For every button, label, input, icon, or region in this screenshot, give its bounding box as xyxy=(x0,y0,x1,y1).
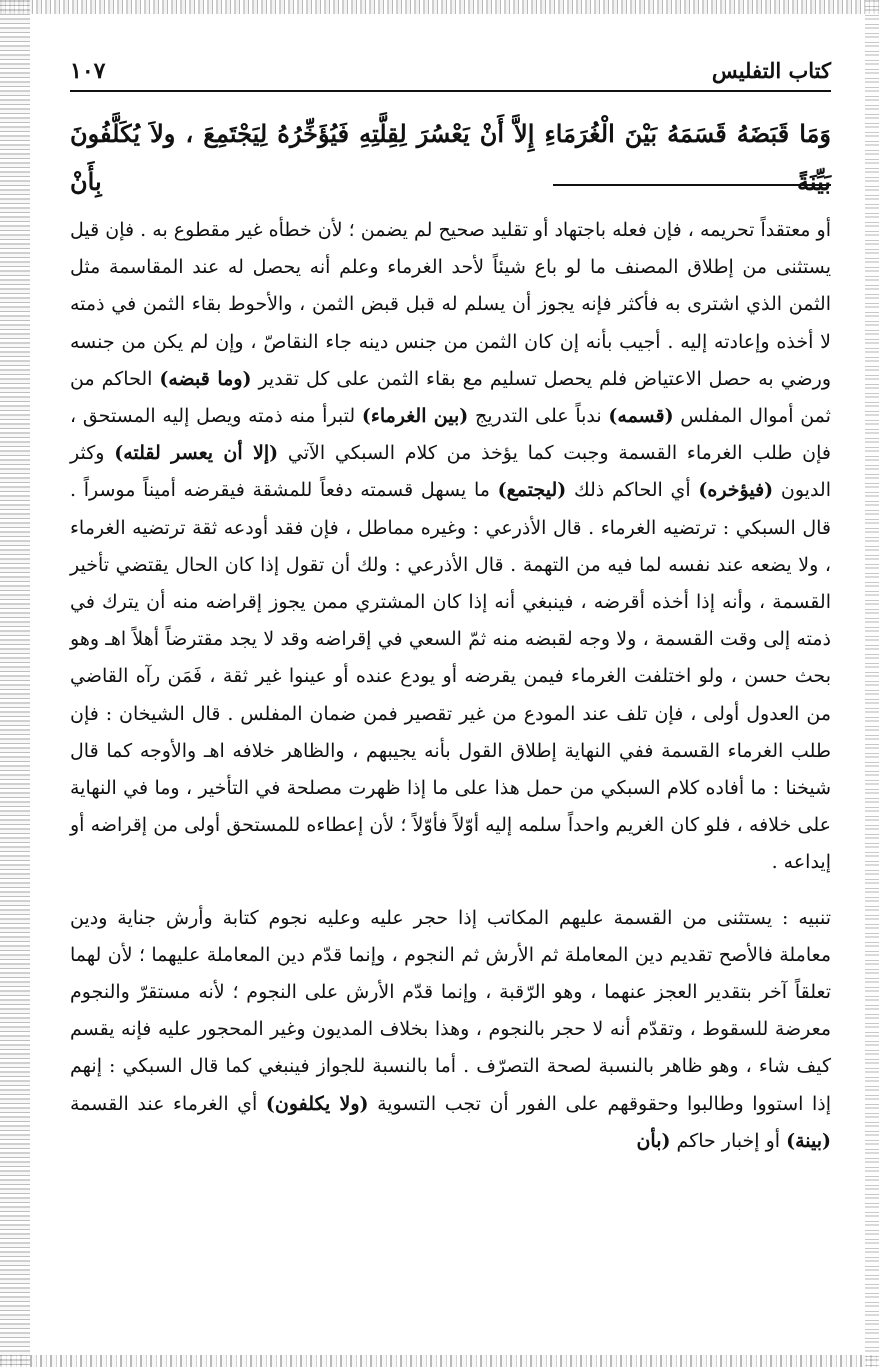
commentary-paragraph xyxy=(70,900,831,1160)
quoted-matn: (ولا يكلفون) xyxy=(265,1092,369,1115)
commentary-text: لتبرأ منه ذمته ويصل إليه المستحق ، فإن طلب الغرماء القسمة وجبت كما يؤخذ من كلام السبكي الآتي xyxy=(70,405,831,465)
scan-edge-right xyxy=(865,0,879,1367)
commentary-text: وكثر الديون xyxy=(70,442,831,502)
page-number: ١٠٧ xyxy=(70,58,106,84)
commentary-paragraph xyxy=(70,212,831,882)
quoted-matn: (بينة) xyxy=(786,1129,831,1152)
quoted-matn: (ليجتمع) xyxy=(497,479,567,502)
footnote-separator xyxy=(553,184,831,186)
quoted-matn: (بأن xyxy=(636,1129,671,1152)
scan-edge-left xyxy=(0,0,30,1367)
commentary-text: الحاكم من ثمن أموال المفلس xyxy=(70,367,831,428)
scan-edge-top xyxy=(0,0,879,14)
matn-text: وَمَا قَبَضَهُ قَسَمَهُ بَيْنَ الْغُرَمَاءِ إِلاَّ أَنْ يَعْسُرَ لِقِلَّتِهِ فَيُؤَخِّرُهُ لِيَجْتَمِعَ ، ولاَ يُكَلَّفُونَ بَيِّنَةً بِأَنْ xyxy=(70,119,831,196)
book-title: كتاب التفليس xyxy=(711,58,831,83)
quoted-matn: (إلا أن يعسر لقلته) xyxy=(114,442,279,465)
quoted-matn: (قسمه) xyxy=(608,405,674,428)
commentary-text: أي الحاكم ذلك xyxy=(574,479,691,502)
commentary-text: أي الغرماء عند القسمة xyxy=(70,1092,258,1115)
commentary-text: أو معتقداً تحريمه ، فإن فعله باجتهاد أو تقليد صحيح لم يضمن ؛ لأن خطأه غير مقطوع به . فإن قيل يستثنى من إطلاق المصنف ما لو باع شيئاً لأحد الغرماء وعلم أنه يحصل له عند المقاسمة مثل الثمن الذي اشترى به فأكثر فإنه يجوز أن يسلم له قبل قبض الثمن ، والأحوط بقاء الثمن في ذمته لا أخذه وإعادته إليه . أجيب بأنه إن كان الثمن من جنس دينه جاء النقاصّ ، وإن لم يكن من جنسه ورضي به حصل الاعتياض فلم يحصل تسليم مع بقاء الثمن على كل تقدير xyxy=(70,219,831,390)
quoted-matn: (فيؤخره) xyxy=(698,479,774,502)
sharh-commentary xyxy=(70,212,831,1160)
page-header xyxy=(70,46,831,92)
quoted-matn: (وما قبضه) xyxy=(159,367,252,390)
commentary-text: تنبيه : يستثنى من القسمة عليهم المكاتب إذا حجر عليه وعليه نجوم كتابة وأرش جناية ودين معاملة فالأصح تقديم دين المعاملة ثم الأرش ثم النجوم ، وإنما قدّم دين المعاملة عليهما ؛ لأن لهما تعلقاً آخر بتقدير العجز عنهما ، وهو الرّقبة ، وإنما قدّم الأرش على النجوم ؛ لأنه مستقرّ والنجوم معرضة للسقوط ، وتقدّم أنه لا حجر بالنجوم ، وهذا بخلاف المديون وغير المحجور عليه فإنه يقسم كيف شاء ، وهو ظاهر بالنسبة لصحة التصرّف . أما بالنسبة للجواز فينبغي كما قال السبكي : إنهم إذا استووا وطالبوا وحقوقهم على الفور أن تجب التسوية xyxy=(70,906,831,1115)
commentary-text: ندباً على التدريج xyxy=(474,405,602,428)
commentary-text: ما يسهل قسمته دفعاً للمشقة فيقرضه أميناً موسراً . قال السبكي : ترتضيه الغرماء . قال الأذرعي : وغيره مماطل ، فإن فقد أودعه ثقة ترتضيه الغرماء ، ولا يضعه عند نفسه لما فيه من التهمة . قال الأذرعي : ولك أن تقول إذا كان الحال يقتضي تأخير القسمة ، وأنه إذا أخذه أقرضه ، فينبغي أنه إذا كان المشتري ممن يجوز إقراضه منه أن يترك في ذمته إلى وقت القسمة ، ولا وجه لقبضه منه ثمّ السعي في إقراضه وقد لا يجد مقترضاً أهلاً اهـ وهو بحث حسن ، ولو اختلفت الغرماء فيمن يقرضه أو يودع عنده أو عينوا غير ثقة ، فَمَن رآه القاضي من العدول أولى ، فإن تلف عند المودع من غير تقصير فمن ضمان المفلس . قال الشيخان : فإن طلب الغرماء القسمة ففي النهاية إطلاق القول بأنه يجيبهم ، والظاهر خلافه اهـ والأوجه كما قال شيخنا : ما أفاده كلام السبكي من حمل هذا على ما إذا ظهرت مصلحة في التأخير ، وما في النهاية على خلافه ، فلو كان الغريم واحداً سلمه إليه أوّلاً فأوّلاً ؛ لأن إعطاءه للمستحق أولى من إقراضه أو إيداعه . xyxy=(70,479,831,874)
commentary-text: أو إخبار حاكم xyxy=(676,1129,781,1152)
scan-edge-bottom xyxy=(0,1355,879,1367)
quoted-matn: (بين الغرماء) xyxy=(361,405,469,428)
